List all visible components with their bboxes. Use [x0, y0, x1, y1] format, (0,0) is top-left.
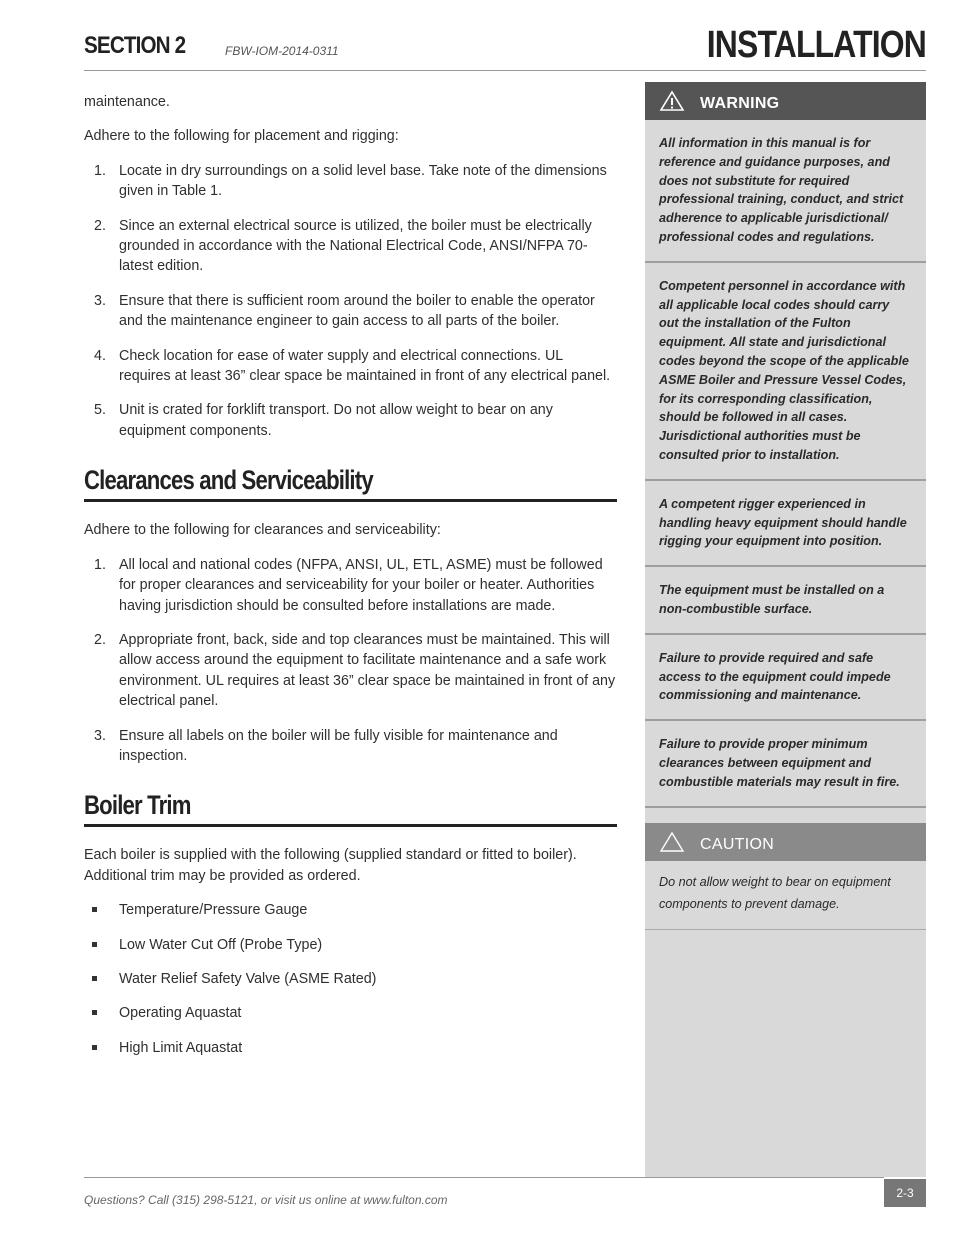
warning-note: The equipment must be installed on a non-combustible surface. — [645, 567, 926, 635]
list-item — [84, 726, 617, 767]
square-bullet-icon — [92, 907, 97, 912]
step-text: Ensure that there is sufficient room around the boiler to enable the operator and the maintenance engineer to gain access to all parts of the boiler. — [119, 292, 595, 330]
safety-sidebar — [645, 82, 926, 1177]
caution-note: Do not allow weight to bear on equipment components to prevent damage. — [645, 861, 926, 930]
trim-item-text: Water Relief Safety Valve (ASME Rated) — [119, 970, 377, 987]
clearances-intro: Adhere to the following for clearances and serviceability: — [84, 522, 441, 539]
footer-divider — [84, 1177, 884, 1178]
boiler-trim-intro: Each boiler is supplied with the following (supplied standard or fitted to boiler). Additional trim may be provided as ordered. — [84, 847, 577, 884]
square-bullet-icon — [92, 976, 97, 981]
clearances-steps-list — [84, 555, 617, 767]
list-item — [84, 291, 617, 332]
clearances-heading: Clearances and Serviceability — [84, 465, 617, 502]
step-number: 3. — [94, 727, 106, 744]
list-item — [84, 630, 617, 712]
boiler-trim-list — [84, 900, 617, 1058]
square-bullet-icon — [92, 942, 97, 947]
caution-label: CAUTION — [700, 835, 775, 853]
warning-note: Failure to provide required and safe access to the equipment could impede commissioning and maintenance. — [645, 635, 926, 721]
rigging-steps-list — [84, 161, 617, 441]
step-text: Locate in dry surroundings on a solid level base. Take note of the dimensions given in Table 1. — [119, 162, 607, 200]
list-item — [84, 216, 617, 277]
list-item — [84, 346, 617, 387]
warning-label: WARNING — [700, 95, 780, 112]
warning-header — [645, 82, 926, 120]
list-item — [84, 161, 617, 202]
boiler-trim-heading: Boiler Trim — [84, 790, 617, 827]
square-bullet-icon — [92, 1045, 97, 1050]
step-number: 4. — [94, 347, 106, 364]
footer-contact: Questions? Call (315) 298-5121, or visit us online at www.fulton.com — [84, 1193, 448, 1207]
warning-note: Competent personnel in accordance with all applicable local codes should carry out the installation of the Fulton equipment. All state and jurisdictional codes beyond the scope of the applicable ASME Boiler and Pressure Vessel Codes, for its corresponding classification, should be followed in all cases. Jurisdictional authorities must be consulted prior to installation. — [645, 263, 926, 481]
step-text: Appropriate front, back, side and top clearances must be maintained. This will allow access around the equipment to facilitate maintenance and a safe work environment. UL requires at least 36” clear space be maintained in front of any electrical panel. — [119, 631, 616, 710]
section-label: SECTION 2 — [84, 32, 186, 59]
list-item — [84, 969, 617, 989]
warning-note: All information in this manual is for reference and guidance purposes, and does not substitute for required professional training, conduct, and strict adherence to applicable jurisdictional/ professional codes and regulations. — [645, 120, 926, 263]
caution-header — [645, 823, 926, 861]
trim-item-text: Operating Aquastat — [119, 1005, 242, 1022]
square-bullet-icon — [92, 1010, 97, 1015]
list-item — [84, 900, 617, 920]
document-code: FBW-IOM-2014-0311 — [225, 44, 339, 58]
trim-item-text: High Limit Aquastat — [119, 1039, 243, 1056]
step-number: 1. — [94, 162, 106, 179]
page-header — [84, 26, 926, 71]
caution-triangle-icon — [659, 831, 685, 853]
rigging-intro: Adhere to the following for placement and rigging: — [84, 128, 399, 145]
list-item — [84, 935, 617, 955]
list-item — [84, 1003, 617, 1023]
step-text: Ensure all labels on the boiler will be fully visible for maintenance and inspection. — [119, 727, 558, 764]
list-item — [84, 1038, 617, 1058]
step-number: 2. — [94, 217, 106, 234]
page-number: 2-3 — [884, 1179, 926, 1207]
step-text: Since an external electrical source is utilized, the boiler must be electrically grounded in accordance with the National Electrical Code, ANSI/NFPA 70-latest edition. — [119, 217, 592, 275]
warning-note: A competent rigger experienced in handling heavy equipment should handle rigging your equipment into position. — [645, 481, 926, 567]
page-title: INSTALLATION — [706, 24, 926, 66]
step-number: 3. — [94, 292, 106, 309]
list-item — [84, 400, 617, 441]
trim-item-text: Temperature/Pressure Gauge — [119, 902, 308, 919]
sidebar-spacer — [645, 808, 926, 823]
step-number: 1. — [94, 556, 106, 573]
warning-note: Failure to provide proper minimum clearances between equipment and combustible materials may result in fire. — [645, 721, 926, 807]
list-item — [84, 555, 617, 616]
step-number: 5. — [94, 402, 106, 419]
warning-triangle-icon — [659, 90, 685, 112]
continued-paragraph: maintenance. — [84, 94, 170, 110]
step-number: 2. — [94, 631, 106, 648]
main-content — [84, 92, 617, 1072]
step-text: Check location for ease of water supply and electrical connections. UL requires at least 36” clear space be maintained in front of any electrical panel. — [119, 347, 611, 385]
step-text: Unit is crated for forklift transport. Do not allow weight to bear on any equipment components. — [119, 402, 553, 439]
step-text: All local and national codes (NFPA, ANSI, UL, ETL, ASME) must be followed for proper clearances and serviceability for your boiler or heater. Authorities having jurisdiction should be consulted before installations are made. — [119, 556, 603, 614]
trim-item-text: Low Water Cut Off (Probe Type) — [119, 936, 323, 953]
